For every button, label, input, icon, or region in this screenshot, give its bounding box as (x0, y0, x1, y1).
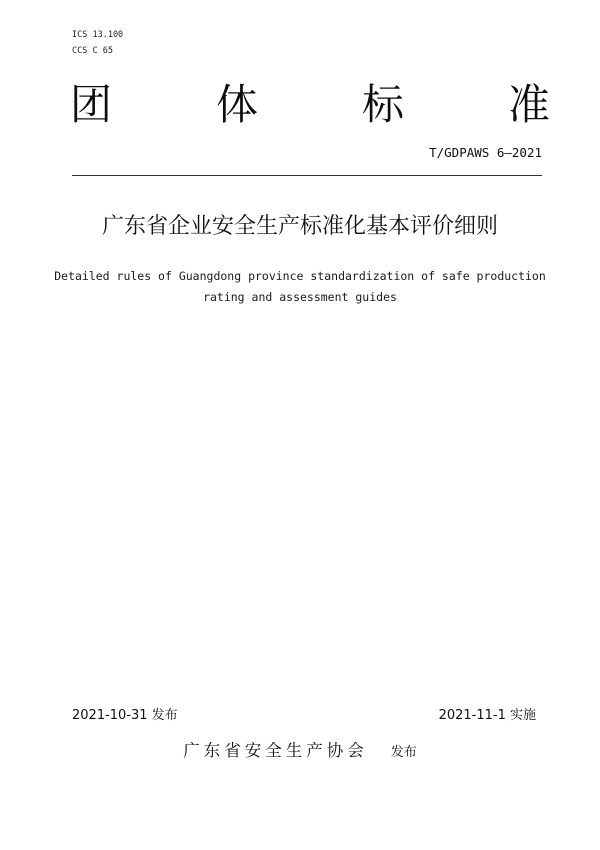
standard-type-char-1: 团 (70, 80, 113, 129)
document-title-english (0, 266, 600, 308)
publisher-line (0, 739, 600, 765)
standard-type-char-2: 体 (215, 80, 258, 129)
english-title-line-2: rating and assessment guides (203, 290, 397, 304)
standard-type-heading (70, 80, 550, 130)
standard-type-char-4: 准 (507, 80, 550, 129)
publisher-name: 广东省安全生产协会 (183, 741, 368, 760)
ics-code: ICS 13.100 (72, 30, 124, 40)
ccs-code: CCS C 65 (72, 46, 113, 56)
implementation-date: 2021-11-1 实施 (438, 708, 536, 723)
classification-codes (72, 27, 123, 59)
publisher-verb: 发布 (390, 745, 417, 760)
english-title-line-1: Detailed rules of Guangdong province standardization of safe production (54, 269, 546, 283)
header-divider (72, 175, 542, 176)
document-title-chinese: 广东省企业安全生产标准化基本评价细则 (101, 214, 498, 239)
issue-date: 2021-10-31 发布 (72, 708, 178, 723)
standard-number: T/GDPAWS 6—2021 (429, 145, 542, 160)
standard-type-char-3: 标 (361, 80, 404, 129)
